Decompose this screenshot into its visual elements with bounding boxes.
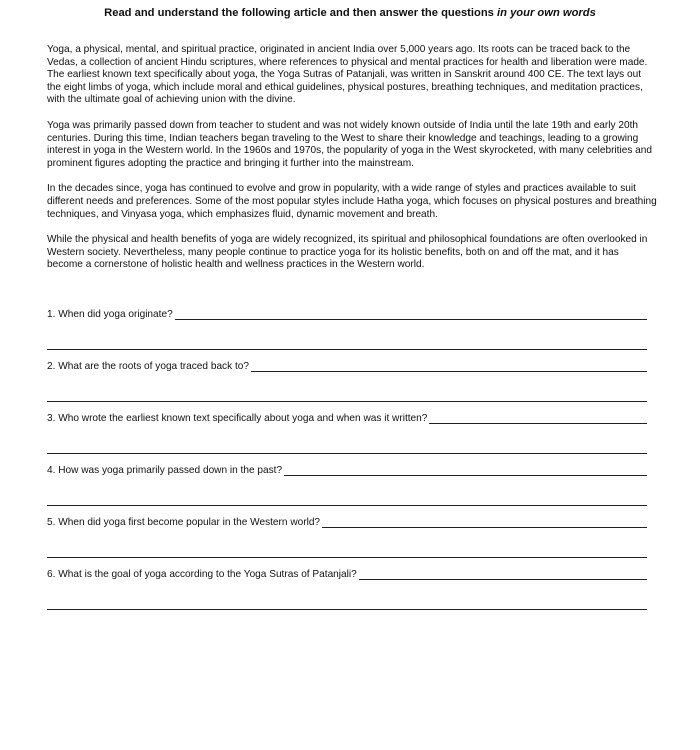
question-text: 2. What are the roots of yoga traced back to? — [47, 361, 249, 372]
answer-line[interactable] — [47, 505, 647, 506]
question-list — [47, 308, 647, 620]
question-line — [47, 308, 647, 321]
question-line — [47, 464, 647, 477]
answer-blank[interactable] — [359, 579, 647, 580]
question-item — [47, 360, 647, 412]
instruction-emphasis: in your own words — [497, 7, 596, 19]
article-paragraph: Yoga was primarily passed down from teacher to student and was not widely known outside of India until the late 19th and early 20th centuries. During this time, Indian teachers began traveling to the West to share their knowledge and teachings, leading to a growing interest in yoga in the Western world. In the 1960s and 1970s, the popularity of yoga in the West skyrocketed, with many celebrities and prominent figures adopting the practice and bringing it further into the mainstream. — [47, 119, 653, 169]
answer-line[interactable] — [47, 453, 647, 454]
question-item — [47, 464, 647, 516]
answer-line[interactable] — [47, 609, 647, 610]
article-body — [47, 44, 657, 285]
question-line — [47, 516, 647, 529]
instruction-text: Read and understand the following article and then answer the questions — [104, 7, 498, 19]
question-item — [47, 568, 647, 620]
question-item — [47, 308, 647, 360]
article-paragraph: In the decades since, yoga has continued to evolve and grow in popularity, with a wide range of styles and practices available to suit different needs and preferences. Some of the most popular styles include Hatha yoga, which focuses on physical postures and breathing techniques, and Vinyasa yoga, which emphasizes fluid, dynamic movement and breath. — [47, 183, 657, 220]
question-item — [47, 516, 647, 568]
question-text: 5. When did yoga first become popular in the Western world? — [47, 517, 321, 528]
article-paragraph: Yoga, a physical, mental, and spiritual practice, originated in ancient India over 5,000 years ago. Its roots can be traced back to the Vedas, a collection of ancient Hindu scriptures, where references to physical and mental practices for health and liberation were made. The earliest known text specifically about yoga, the Yoga Sutras of Patanjali, was written in Sanskrit around 400 CE. The text lays out the eight limbs of yoga, which include moral and ethical guidelines, physical postures, breathing techniques, and meditation practices, with the ultimate goal of achieving union with the divine. — [47, 44, 648, 106]
question-line — [47, 412, 647, 425]
answer-blank[interactable] — [322, 527, 647, 528]
article-paragraph: While the physical and health benefits of yoga are widely recognized, its spiritual and philosophical foundations are often overlooked in Western society. Nevertheless, many people continue to practice yoga for its holistic benefits, both on and off the mat, and it has become a cornerstone of holistic health and wellness practices in the Western world. — [47, 234, 648, 271]
answer-blank[interactable] — [175, 319, 647, 320]
answer-line[interactable] — [47, 401, 647, 402]
answer-blank[interactable] — [429, 423, 647, 424]
worksheet-instruction — [0, 7, 700, 19]
answer-blank[interactable] — [251, 371, 647, 372]
question-text: 3. Who wrote the earliest known text specifically about yoga and when was it written? — [47, 413, 428, 424]
answer-line[interactable] — [47, 557, 647, 558]
question-line — [47, 568, 647, 581]
question-text: 4. How was yoga primarily passed down in the past? — [47, 465, 283, 476]
question-text: 6. What is the goal of yoga according to the Yoga Sutras of Patanjali? — [47, 569, 357, 580]
answer-line[interactable] — [47, 349, 647, 350]
question-line — [47, 360, 647, 373]
question-text: 1. When did yoga originate? — [47, 309, 173, 320]
question-item — [47, 412, 647, 464]
answer-blank[interactable] — [284, 475, 647, 476]
